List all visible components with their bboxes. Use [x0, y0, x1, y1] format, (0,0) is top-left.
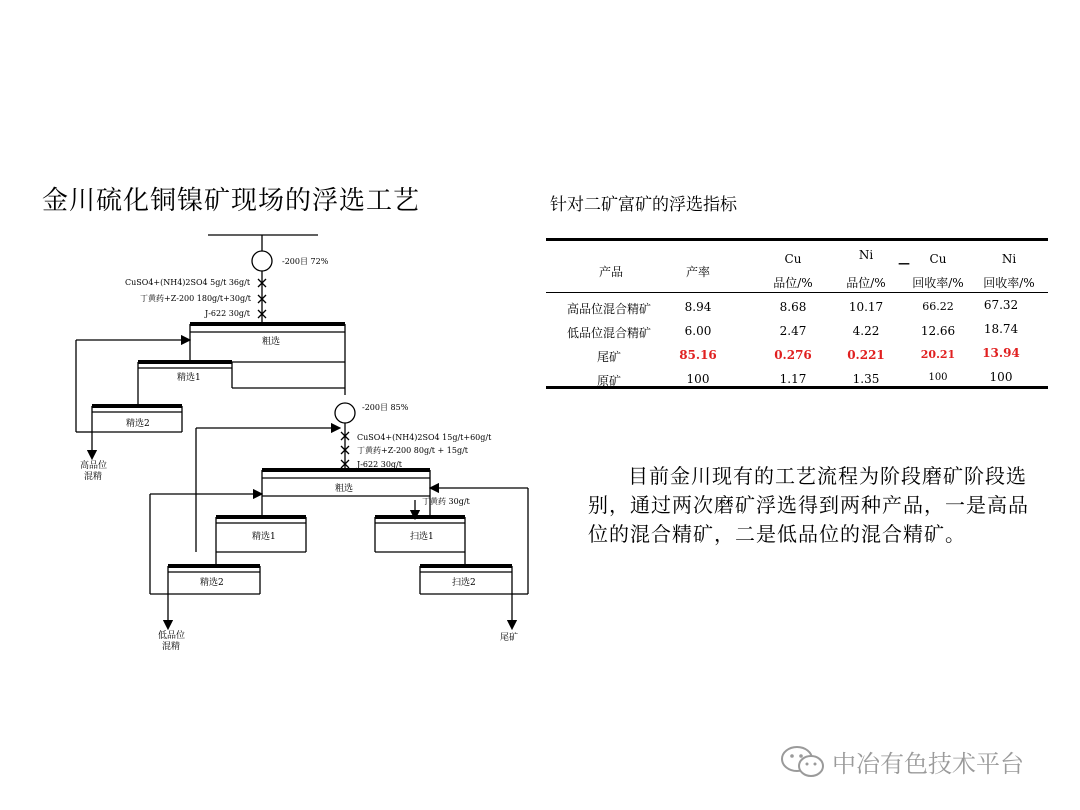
table-cell: 10.17 [848, 300, 884, 314]
table-top-rule [546, 238, 1048, 241]
table-header-rule [546, 292, 1048, 293]
table-cell: 66.22 [922, 300, 954, 313]
reagent2-line1: CuSO4+(NH4)2SO4 15g/t+60g/t [357, 433, 492, 442]
scav-reagent-label: 丁黄药 30g/t [422, 497, 470, 506]
table-cell: 8.68 [779, 300, 807, 314]
table-row-name: 原矿 [596, 374, 621, 388]
header-cu-rec-top: Cu [929, 252, 947, 266]
reagent1-line1: CuSO4+(NH4)2SO4 5g/t 36g/t [125, 278, 251, 287]
table-cell-highlight: 13.94 [982, 346, 1020, 360]
table-cell: 4.22 [852, 324, 880, 338]
table-cell-highlight: 85.16 [679, 348, 717, 362]
table-cell: 6.00 [684, 324, 712, 338]
table-cell-highlight: 20.21 [920, 348, 956, 361]
product1-line1: 高品位 [80, 461, 108, 471]
tail-label: 尾矿 [500, 633, 519, 643]
rougher1-label: 粗选 [262, 337, 281, 347]
cleaner1-2-label: 精选2 [126, 419, 150, 429]
table-cell: 100 [989, 370, 1013, 384]
reagent2-line3: J-622 30g/t [357, 460, 402, 469]
table-cell: 100 [686, 372, 710, 386]
table-cell: 67.32 [983, 298, 1019, 312]
header-ni-rec: 回收率/% [983, 276, 1035, 290]
table-cell: 1.35 [852, 372, 880, 386]
cleaner2-1-label: 精选1 [252, 532, 276, 542]
table-cell: 12.66 [920, 324, 956, 338]
table-row-name: 尾矿 [596, 350, 621, 364]
reagent2-line2: 丁黄药+Z-200 80g/t + 15g/t [357, 446, 468, 455]
reagent1-line3: J-622 30g/t [205, 309, 250, 318]
header-product: 产品 [598, 265, 623, 279]
product1-line2: 混精 [84, 472, 103, 482]
scav2-label: 扫选2 [452, 578, 476, 588]
table-row-name: 高品位混合精矿 [566, 302, 651, 316]
table-cell: 2.47 [779, 324, 807, 338]
table-cell: 8.94 [684, 300, 712, 314]
table-cell: 100 [928, 372, 948, 383]
header-cu-rec: 回收率/% [912, 276, 964, 290]
flotation-flowsheet [0, 0, 540, 680]
header-cu-grade: 品位/% [773, 276, 813, 290]
header-dash: — [898, 256, 910, 270]
cleaner2-2-label: 精选2 [200, 578, 224, 588]
header-ni-grade-top: Ni [858, 248, 874, 262]
scav1-label: 扫选1 [410, 532, 434, 542]
table-cell-highlight: 0.276 [774, 348, 812, 362]
table-cell: 1.17 [779, 372, 807, 386]
cleaner1-1-label: 精选1 [177, 373, 201, 383]
watermark-text: 中冶有色技术平台 [832, 750, 1024, 778]
table-cell-highlight: 0.221 [847, 348, 885, 362]
rougher2-label: 粗选 [335, 484, 354, 494]
header-ni-rec-top: Ni [1001, 252, 1017, 266]
header-cu-grade-top: Cu [784, 252, 802, 266]
reagent1-line2: 丁黄药+Z-200 180g/t+30g/t [140, 294, 251, 303]
table-cell: 18.74 [983, 322, 1019, 336]
header-yield: 产率 [685, 265, 710, 279]
product2-line2: 混精 [162, 642, 181, 652]
product2-line1: 低品位 [158, 631, 186, 641]
table-title: 针对二矿富矿的浮选指标 [550, 195, 737, 215]
page-title: 金川硫化铜镍矿现场的浮选工艺 [42, 186, 421, 216]
watermark [780, 744, 1024, 779]
description-paragraph: 目前金川现有的工艺流程为阶段磨矿阶段选别，通过两次磨矿浮选得到两种产品，一是高品位的混合精矿，二是低品位的混合精矿。 [588, 464, 1029, 546]
grind1-label: -200目 72% [282, 257, 329, 266]
header-ni-grade: 品位/% [846, 276, 886, 290]
grind2-label: -200目 85% [362, 403, 409, 412]
wechat-icon [780, 745, 826, 779]
table-row-name: 低品位混合精矿 [566, 326, 651, 340]
